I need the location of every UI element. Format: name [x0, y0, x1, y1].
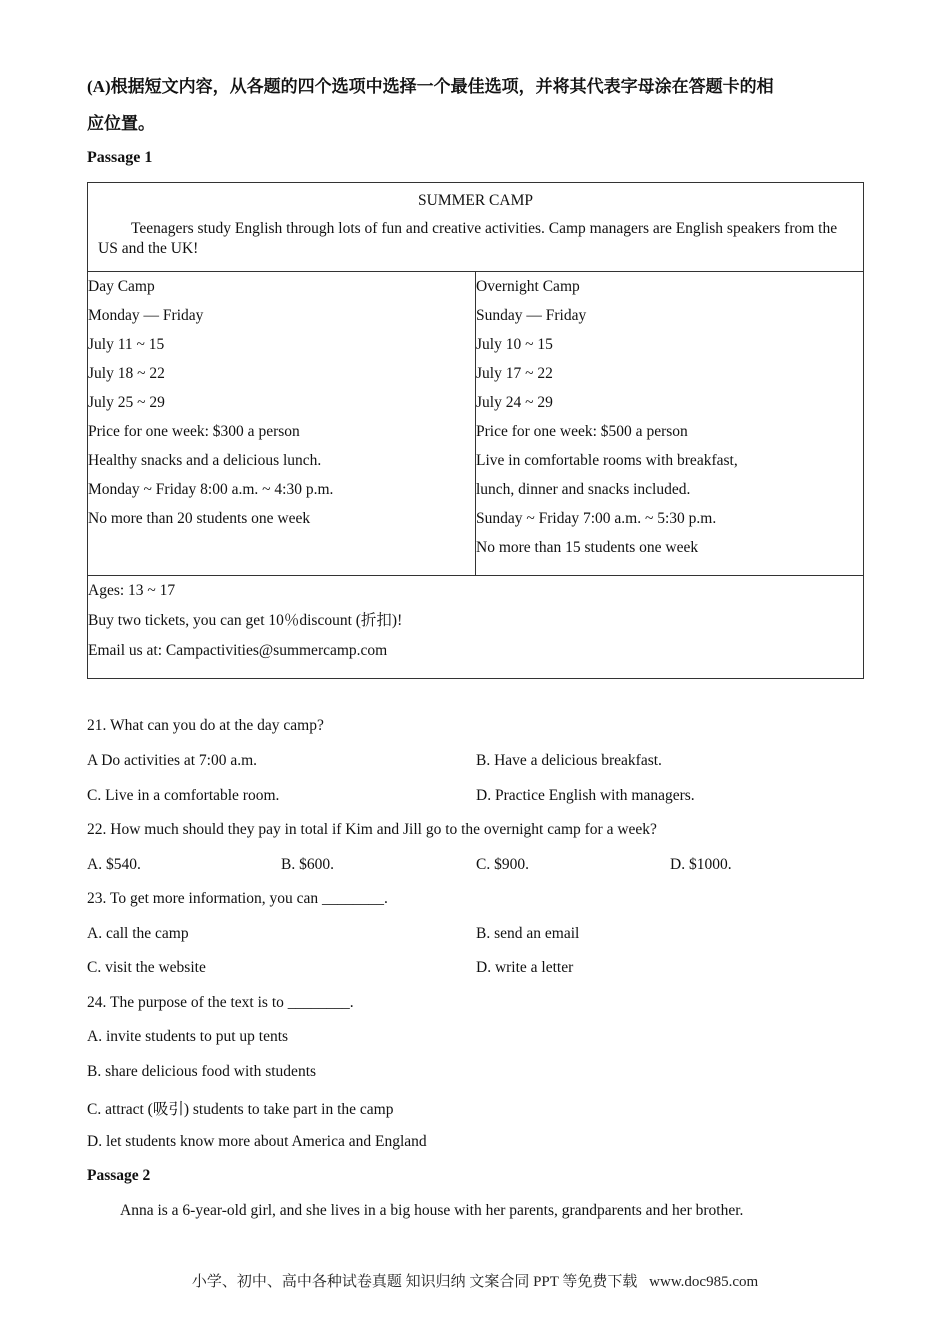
day-camp-line: Monday — Friday — [88, 307, 204, 324]
overnight-camp-line: No more than 15 students one week — [476, 539, 699, 556]
page-footer — [0, 1270, 950, 1291]
question-21-option-a[interactable]: A Do activities at 7:00 a.m. — [87, 752, 258, 769]
question-22-option-a[interactable]: A. $540. — [87, 856, 141, 873]
overnight-camp-cell — [476, 272, 864, 576]
overnight-camp-line: Sunday ~ Friday 7:00 a.m. ~ 5:30 p.m. — [476, 510, 717, 527]
overnight-camp-line: Live in comfortable rooms with breakfast, — [476, 452, 738, 469]
day-camp-line: July 25 ~ 29 — [88, 394, 165, 411]
overnight-camp-line: Sunday — Friday — [476, 307, 587, 324]
day-camp-line: July 11 ~ 15 — [88, 336, 165, 353]
question-22-option-d[interactable]: D. $1000. — [670, 856, 732, 873]
question-24-stem: 24. The purpose of the text is to ________. — [87, 994, 354, 1011]
day-camp-line: Monday ~ Friday 8:00 a.m. ~ 4:30 p.m. — [88, 481, 334, 498]
instruction-line-2: 应位置。 — [87, 114, 155, 133]
day-camp-line: Healthy snacks and a delicious lunch. — [88, 452, 322, 469]
day-camp-line: Day Camp — [88, 278, 155, 295]
passage-2-label: Passage 2 — [87, 1167, 151, 1184]
camp-info-cell — [88, 576, 864, 679]
overnight-camp-line: July 24 ~ 29 — [476, 394, 553, 411]
overnight-camp-line: lunch, dinner and snacks included. — [476, 481, 691, 498]
passage-2-text: Anna is a 6-year-old girl, and she lives in a big house with her parents, grandparents and her brother. — [120, 1202, 744, 1219]
day-camp-line: No more than 20 students one week — [88, 510, 311, 527]
overnight-camp-line: July 10 ~ 15 — [476, 336, 553, 353]
day-camp-line: July 18 ~ 22 — [88, 365, 165, 382]
question-24-option-a[interactable]: A. invite students to put up tents — [87, 1028, 289, 1045]
instruction — [87, 68, 877, 142]
question-23-option-c[interactable]: C. visit the website — [87, 959, 206, 976]
question-24-option-c[interactable]: C. attract (吸引) students to take part in the camp — [87, 1101, 394, 1118]
question-23-option-b[interactable]: B. send an email — [476, 925, 580, 942]
camp-title: SUMMER CAMP — [418, 192, 533, 209]
question-24-option-d[interactable]: D. let students know more about America and England — [87, 1133, 427, 1150]
camp-header-cell — [88, 183, 864, 272]
question-21-stem: 21. What can you do at the day camp? — [87, 717, 324, 734]
overnight-camp-line: Overnight Camp — [476, 278, 580, 295]
email-line: Email us at: Campactivities@summercamp.com — [88, 642, 388, 659]
overnight-camp-line: July 17 ~ 22 — [476, 365, 553, 382]
question-23-option-a[interactable]: A. call the camp — [87, 925, 189, 942]
passage-1-label: Passage 1 — [87, 149, 153, 166]
instruction-line-1: (A)根据短文内容，从各题的四个选项中选择一个最佳选项，并将其代表字母涂在答题卡的相 — [87, 77, 774, 96]
summer-camp-table — [87, 182, 864, 679]
question-21-option-d[interactable]: D. Practice English with managers. — [476, 787, 695, 804]
day-camp-line: Price for one week: $300 a person — [88, 423, 300, 440]
question-22-stem: 22. How much should they pay in total if Kim and Jill go to the overnight camp for a week? — [87, 821, 657, 838]
day-camp-cell — [88, 272, 476, 576]
overnight-camp-line: Price for one week: $500 a person — [476, 423, 688, 440]
question-24-option-b[interactable]: B. share delicious food with students — [87, 1063, 317, 1080]
question-22-option-c[interactable]: C. $900. — [476, 856, 529, 873]
question-23-stem: 23. To get more information, you can ________. — [87, 890, 388, 907]
question-21-option-b[interactable]: B. Have a delicious breakfast. — [476, 752, 662, 769]
footer-text: 小学、初中、高中各种试卷真题 知识归纳 文案合同 PPT 等免费下载 — [191, 1274, 638, 1290]
camp-intro: Teenagers study English through lots of fun and creative activities. Camp managers are English speakers from the US and the UK! — [98, 220, 838, 257]
discount-line: Buy two tickets, you can get 10％discount (折扣)! — [88, 612, 403, 629]
ages-line: Ages: 13 ~ 17 — [88, 582, 176, 599]
footer-url[interactable]: www.doc985.com — [649, 1274, 759, 1290]
question-22-option-b[interactable]: B. $600. — [281, 856, 334, 873]
question-21-option-c[interactable]: C. Live in a comfortable room. — [87, 787, 280, 804]
question-23-option-d[interactable]: D. write a letter — [476, 959, 574, 976]
